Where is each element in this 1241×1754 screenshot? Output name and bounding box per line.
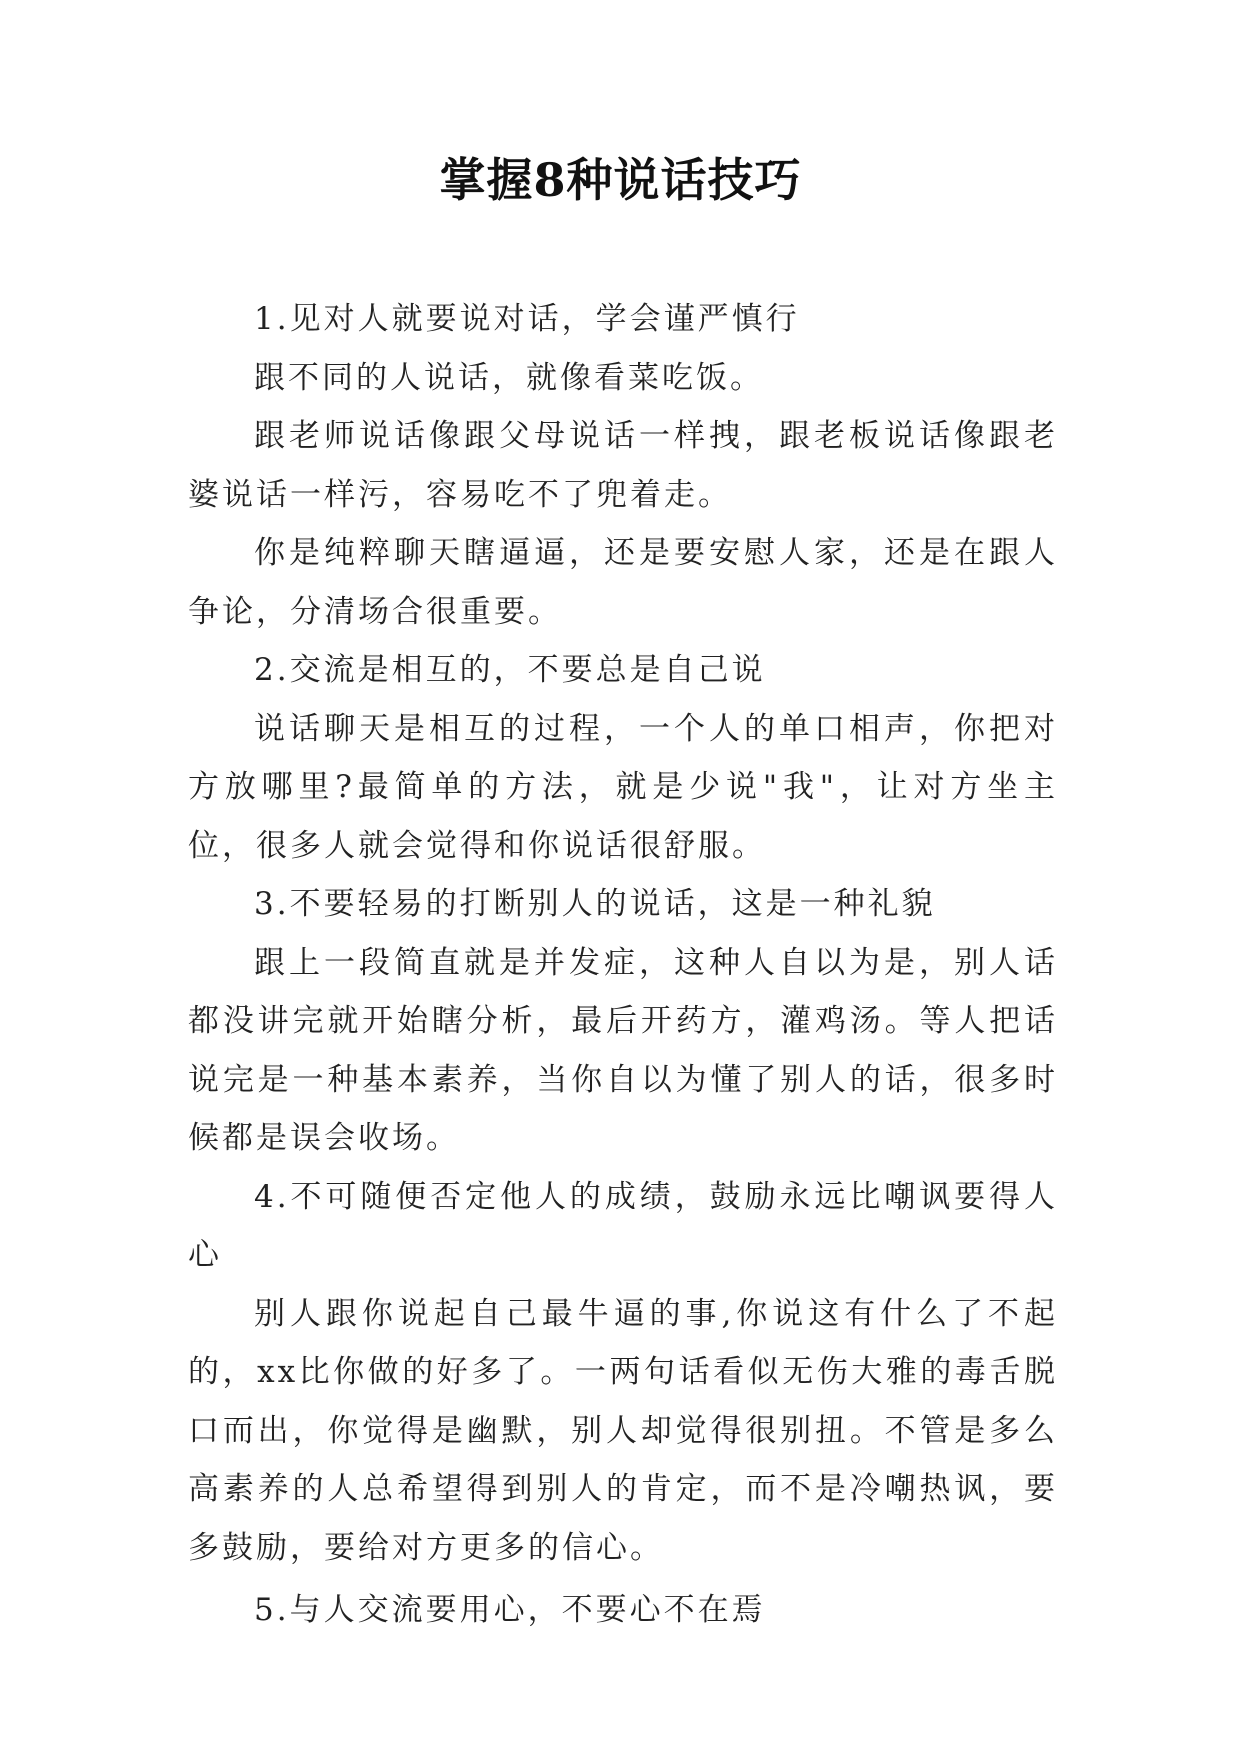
document-body bbox=[188, 290, 1058, 1640]
document-title: 掌握8种说话技巧 bbox=[439, 153, 802, 207]
paragraph: 跟不同的人说话，就像看菜吃饭。 bbox=[254, 359, 764, 396]
paragraph: 别人跟你说起自己最牛逼的事,你说这有什么了不起的，xx比你做的好多了。一两句话看似无伤大雅的毒舌脱口而出，你觉得是幽默，别人却觉得很别扭。不管是多么高素养的人总希望得到别人的肯定，而不是冷嘲热讽，要多鼓励，要给对方更多的信心。 bbox=[188, 1295, 1058, 1566]
paragraph: 跟上一段简直就是并发症，这种人自以为是，别人话都没讲完就开始瞎分析，最后开药方，灌鸡汤。等人把话说完是一种基本素养，当你自以为懂了别人的话，很多时候都是误会收场。 bbox=[188, 944, 1058, 1156]
heading-2: 2.交流是相互的，不要总是自己说 bbox=[254, 652, 766, 688]
heading-4: 4.不可随便否定他人的成绩，鼓励永远比嘲讽要得人心 bbox=[188, 1178, 1058, 1273]
paragraph: 你是纯粹聊天瞎逼逼，还是要安慰人家，还是在跟人争论，分清场合很重要。 bbox=[188, 535, 1058, 630]
heading-3: 3.不要轻易的打断别人的说话，这是一种礼貌 bbox=[254, 886, 936, 922]
heading-5: 5.与人交流要用心，不要心不在焉 bbox=[254, 1592, 766, 1628]
heading-1: 1.见对人就要说对话，学会谨严慎行 bbox=[254, 301, 800, 337]
paragraph: 跟老师说话像跟父母说话一样拽，跟老板说话像跟老婆说话一样污，容易吃不了兜着走。 bbox=[188, 418, 1058, 513]
paragraph: 说话聊天是相互的过程，一个人的单口相声，你把对方放哪里?最简单的方法，就是少说"我"，让对方坐主位，很多人就会觉得和你说话很舒服。 bbox=[188, 710, 1058, 864]
